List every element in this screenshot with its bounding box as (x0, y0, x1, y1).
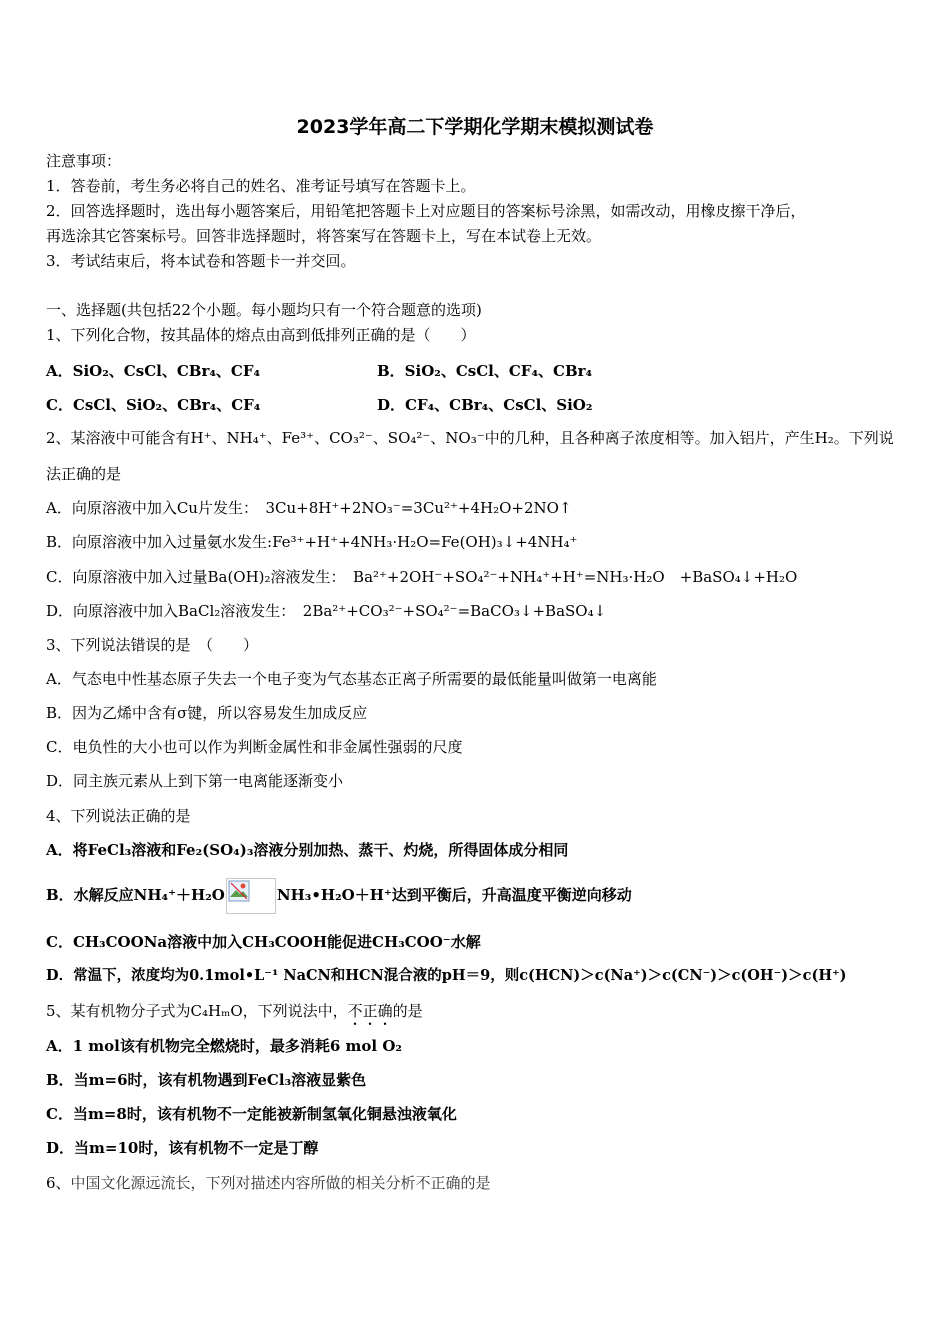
notice-item-1: 1．答卷前，考生务必将自己的姓名、准考证号填写在答题卡上。 (46, 177, 476, 195)
q5-stem-emphasis: 不正确 (347, 1002, 393, 1020)
q5-stem-suffix: 的是 (392, 1002, 423, 1020)
q4-stem: 4、下列说法正确的是 (46, 807, 191, 825)
page-title: 2023学年高二下学期化学期末模拟测试卷 (296, 116, 654, 138)
q1-option-a: A．SiO₂、CsCl、CBr₄、CF₄ (46, 362, 261, 380)
q2-stem-line2: 法正确的是 (46, 465, 122, 483)
q2-option-a: A．向原溶液中加入Cu片发生： 3Cu+8H⁺+2NO₃⁻=3Cu²⁺+4H₂O+2NO↑ (46, 499, 572, 517)
q2-stem-line1: 2、某溶液中可能含有H⁺、NH₄⁺、Fe³⁺、CO₃²⁻、SO₄²⁻、NO₃⁻中的几种，且各种离子浓度相等。加入铝片，产生H₂。下列说 (46, 429, 894, 447)
q4-option-b-prefix: B．水解反应NH₄⁺＋H₂O (46, 886, 225, 904)
q1-option-b: B．SiO₂、CsCl、CF₄、CBr₄ (377, 362, 593, 380)
q6-stem-text: 中国文化源远流长，下列对描述内容所做的相关分析不正确的是 (70, 1174, 491, 1192)
q1-option-d: D．CF₄、CBr₄、CsCl、SiO₂ (377, 396, 593, 414)
q5-stem-prefix: 5、某有机物分子式为C₄HₘO，下列说法中， (46, 1002, 348, 1020)
q5-option-c: C．当m=8时，该有机物不一定能被新制氢氧化铜悬浊液氧化 (46, 1105, 457, 1123)
q1-option-c: C．CsCl、SiO₂、CBr₄、CF₄ (46, 396, 261, 414)
q2-option-c: C．向原溶液中加入过量Ba(OH)₂溶液发生： Ba²⁺+2OH⁻+SO₄²⁻+NH₄⁺+H⁺=NH₃·H₂O +BaSO₄↓+H₂O (46, 568, 798, 586)
q4-option-a: A．将FeCl₃溶液和Fe₂(SO₄)₃溶液分别加热、蒸干、灼烧，所得固体成分相同 (46, 841, 569, 859)
q3-option-d: D．同主族元素从上到下第一电离能逐渐变小 (46, 772, 344, 790)
q3-option-c: C．电负性的大小也可以作为判断金属性和非金属性强弱的尺度 (46, 738, 463, 756)
notice-item-2b: 再选涂其它答案标号。回答非选择题时，将答案写在答题卡上，写在本试卷上无效。 (46, 227, 602, 245)
q5-stem (46, 1001, 423, 1029)
q6-number: 6、 (46, 1174, 71, 1192)
q2-option-d: D．向原溶液中加入BaCl₂溶液发生： 2Ba²⁺+CO₃²⁻+SO₄²⁻=BaCO₃↓+BaSO₄↓ (46, 602, 607, 620)
q4-option-b (46, 877, 632, 914)
notice-heading: 注意事项： (46, 152, 122, 170)
section-heading: 一、选择题(共包括22个小题。每小题均只有一个符合题意的选项) (46, 301, 482, 319)
q6-stem (46, 1173, 491, 1193)
q4-option-b-suffix: NH₃•H₂O＋H⁺达到平衡后，升高温度平衡逆向移动 (276, 886, 632, 904)
notice-item-3: 3．考试结束后，将本试卷和答题卡一并交回。 (46, 252, 356, 270)
q2-option-b: B．向原溶液中加入过量氨水发生:Fe³⁺+H⁺+4NH₃·H₂O=Fe(OH)₃↓+4NH₄⁺ (46, 533, 578, 551)
q5-option-a: A．1 mol该有机物完全燃烧时，最多消耗6 mol O₂ (46, 1037, 402, 1055)
q5-option-d: D．当m=10时，该有机物不一定是丁醇 (46, 1139, 319, 1157)
q5-option-b: B．当m=6时，该有机物遇到FeCl₃溶液显紫色 (46, 1071, 367, 1089)
q3-option-b: B．因为乙烯中含有σ键，所以容易发生加成反应 (46, 704, 368, 722)
q4-option-d: D．常温下，浓度均为0.1mol•L⁻¹ NaCN和HCN混合液的pH＝9，则c(HCN)＞c(Na⁺)＞c(CN⁻)＞c(OH⁻)＞c(H⁺) (46, 967, 847, 984)
equilibrium-arrow-image (226, 878, 276, 914)
broken-image-icon (228, 880, 250, 902)
q3-option-a: A．气态电中性基态原子失去一个电子变为气态基态正离子所需要的最低能量叫做第一电离能 (46, 670, 657, 688)
notice-item-2a: 2．回答选择题时，选出每小题答案后，用铅笔把答题卡上对应题目的答案标号涂黑，如需改动，用橡皮擦干净后， (46, 202, 806, 220)
q1-stem: 1、下列化合物，按其晶体的熔点由高到低排列正确的是（ ） (46, 326, 476, 344)
q4-option-c: C．CH₃COONa溶液中加入CH₃COOH能促进CH₃COO⁻水解 (46, 933, 481, 951)
q3-stem: 3、下列说法错误的是 （ ） (46, 636, 259, 654)
